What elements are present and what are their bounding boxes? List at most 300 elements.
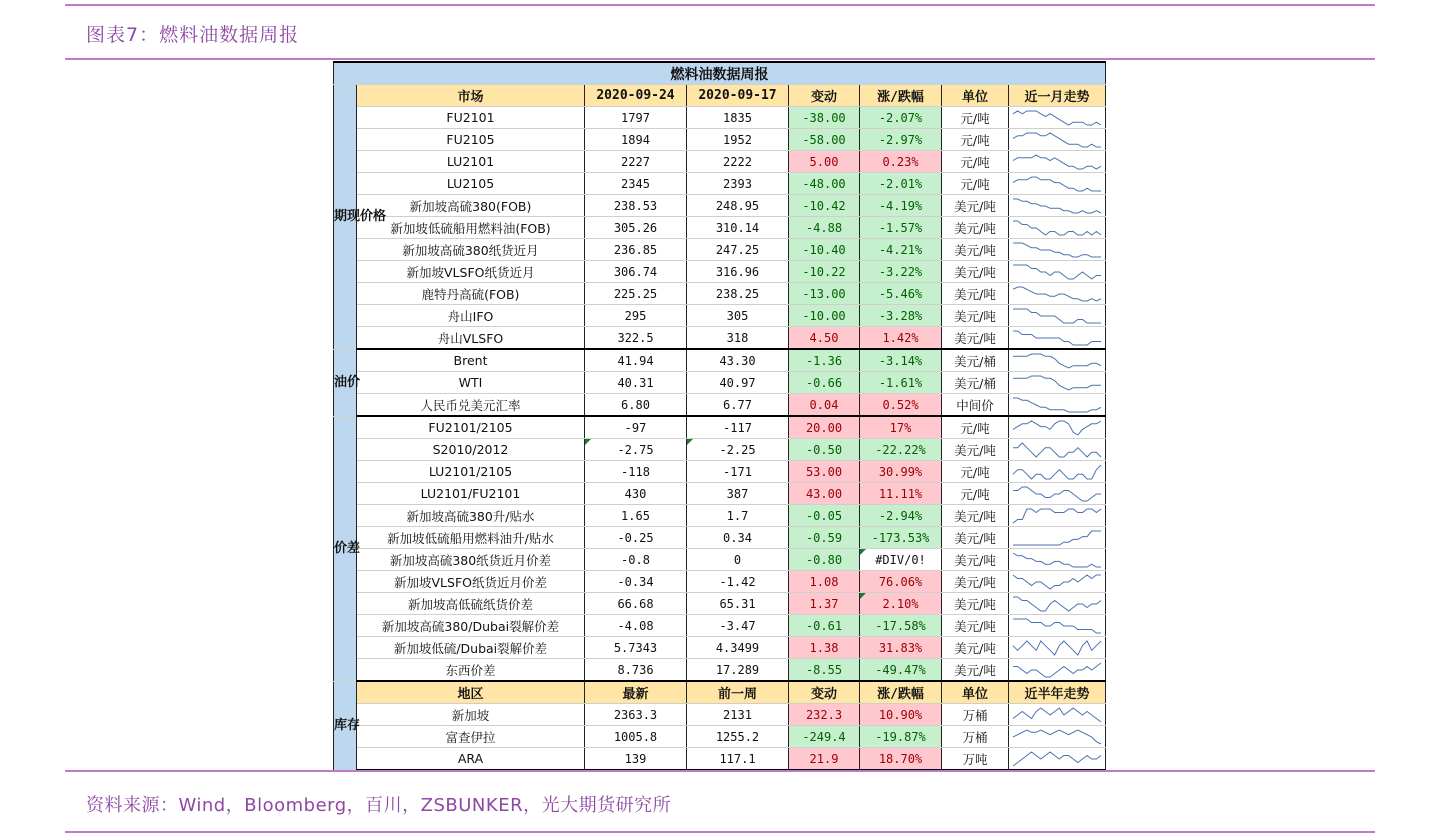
table-title-row [334, 62, 1106, 85]
change-value: 53.00 [789, 461, 860, 483]
previous-value: 65.31 [687, 593, 789, 615]
change-value: 20.00 [789, 416, 860, 439]
change-percent: -19.87% [860, 726, 942, 748]
header-unit: 单位 [942, 681, 1009, 704]
unit-label: 万吨 [942, 748, 1009, 771]
change-value: -48.00 [789, 173, 860, 195]
previous-value: 0.34 [687, 527, 789, 549]
sparkline-chart [1012, 617, 1102, 635]
unit-label: 中间价 [942, 394, 1009, 417]
unit-label: 美元/吨 [942, 527, 1009, 549]
table-row [334, 637, 1106, 659]
market-name: 新加坡低硫/Dubai裂解价差 [357, 637, 585, 659]
table-row [334, 305, 1106, 327]
table-row [334, 505, 1106, 527]
trend-sparkline [1009, 593, 1106, 615]
trend-sparkline [1009, 217, 1106, 239]
sparkline-path [1013, 221, 1101, 235]
change-percent: 0.23% [860, 151, 942, 173]
table-row [334, 151, 1106, 173]
change-percent: -2.97% [860, 129, 942, 151]
change-percent: -173.53% [860, 527, 942, 549]
current-value: 41.94 [585, 349, 687, 372]
market-name: 新加坡 [357, 704, 585, 726]
current-value: -4.08 [585, 615, 687, 637]
sparkline-path [1013, 309, 1101, 323]
market-name: Brent [357, 349, 585, 372]
unit-label: 美元/吨 [942, 195, 1009, 217]
table-row [334, 173, 1106, 195]
market-name: LU2101 [357, 151, 585, 173]
change-value: 21.9 [789, 748, 860, 771]
trend-sparkline [1009, 659, 1106, 682]
previous-value: 316.96 [687, 261, 789, 283]
change-percent: -3.14% [860, 349, 942, 372]
sparkline-chart [1012, 595, 1102, 613]
trend-sparkline [1009, 527, 1106, 549]
sparkline-chart [1012, 463, 1102, 481]
market-name: 新加坡VLSFO纸货近月价差 [357, 571, 585, 593]
sparkline-path [1013, 331, 1101, 345]
sparkline-chart [1012, 529, 1102, 547]
current-value: 1894 [585, 129, 687, 151]
sparkline-chart [1012, 441, 1102, 459]
previous-value: -3.47 [687, 615, 789, 637]
unit-label: 美元/吨 [942, 659, 1009, 682]
header-prev: 前一周 [687, 681, 789, 704]
change-percent: 0.52% [860, 394, 942, 417]
market-name: 新加坡VLSFO纸货近月 [357, 261, 585, 283]
change-value: -10.22 [789, 261, 860, 283]
previous-value: -2.25 [687, 439, 789, 461]
sparkline-path [1013, 708, 1101, 722]
change-value: -13.00 [789, 283, 860, 305]
header-trend: 近半年走势 [1009, 681, 1106, 704]
sparkline-chart [1012, 109, 1102, 127]
market-name: FU2101/2105 [357, 416, 585, 439]
change-value: 232.3 [789, 704, 860, 726]
unit-label: 美元/吨 [942, 305, 1009, 327]
market-name: WTI [357, 372, 585, 394]
sparkline-chart [1012, 661, 1102, 679]
trend-sparkline [1009, 549, 1106, 571]
header-region: 地区 [357, 681, 585, 704]
sparkline-chart [1012, 507, 1102, 525]
cell-flag-icon [687, 439, 693, 445]
change-value: 1.08 [789, 571, 860, 593]
current-value: -118 [585, 461, 687, 483]
unit-label: 美元/吨 [942, 439, 1009, 461]
change-value: -4.88 [789, 217, 860, 239]
title-underline-rule [65, 58, 1375, 60]
change-percent: -1.61% [860, 372, 942, 394]
change-percent: -4.21% [860, 239, 942, 261]
sparkline-chart [1012, 750, 1102, 768]
header-trend: 近一月走势 [1009, 85, 1106, 107]
market-name: 舟山VLSFO [357, 327, 585, 350]
current-value: 8.736 [585, 659, 687, 682]
market-name: 新加坡高硫380(FOB) [357, 195, 585, 217]
sparkline-chart [1012, 329, 1102, 347]
sparkline-path [1013, 641, 1101, 655]
table-row [334, 217, 1106, 239]
change-percent: 31.83% [860, 637, 942, 659]
table-row [334, 327, 1106, 350]
previous-value: 318 [687, 327, 789, 350]
current-value: 66.68 [585, 593, 687, 615]
cell-flag-icon [860, 549, 866, 555]
table-row [334, 483, 1106, 505]
top-rule [65, 4, 1375, 6]
market-name: FU2101 [357, 107, 585, 129]
previous-value: 2393 [687, 173, 789, 195]
market-name: 鹿特丹高硫(FOB) [357, 283, 585, 305]
change-value: -58.00 [789, 129, 860, 151]
previous-value: 387 [687, 483, 789, 505]
trend-sparkline [1009, 305, 1106, 327]
change-percent: 2.10% [860, 593, 942, 615]
trend-sparkline [1009, 283, 1106, 305]
table-row [334, 748, 1106, 771]
unit-label: 万桶 [942, 704, 1009, 726]
change-percent: 11.11% [860, 483, 942, 505]
current-value: 2227 [585, 151, 687, 173]
sparkline-path [1013, 133, 1101, 147]
sparkline-path [1013, 553, 1101, 567]
change-value: -0.50 [789, 439, 860, 461]
previous-value: -117 [687, 416, 789, 439]
current-value: 322.5 [585, 327, 687, 350]
change-percent: 17% [860, 416, 942, 439]
header-date1: 2020-09-24 [585, 85, 687, 107]
trend-sparkline [1009, 416, 1106, 439]
sparkline-path [1013, 575, 1101, 589]
header-change: 变动 [789, 85, 860, 107]
previous-value: 248.95 [687, 195, 789, 217]
change-percent: -4.19% [860, 195, 942, 217]
change-value: -10.42 [789, 195, 860, 217]
trend-sparkline [1009, 349, 1106, 372]
change-value: 0.04 [789, 394, 860, 417]
change-percent: 76.06% [860, 571, 942, 593]
header-pct: 涨/跌幅 [860, 85, 942, 107]
unit-label: 美元/吨 [942, 327, 1009, 350]
previous-value: 238.25 [687, 283, 789, 305]
current-value: 139 [585, 748, 687, 771]
trend-sparkline [1009, 327, 1106, 350]
sparkline-chart [1012, 352, 1102, 370]
table-row [334, 461, 1106, 483]
figure-title: 图表7：燃料油数据周报 [86, 24, 300, 46]
previous-value: 2222 [687, 151, 789, 173]
change-percent: 10.90% [860, 704, 942, 726]
unit-label: 元/吨 [942, 151, 1009, 173]
previous-value: 1.7 [687, 505, 789, 527]
change-value: 1.38 [789, 637, 860, 659]
change-value: -0.59 [789, 527, 860, 549]
sparkline-chart [1012, 131, 1102, 149]
fuel-oil-weekly-table [333, 61, 1106, 771]
trend-sparkline [1009, 483, 1106, 505]
inventory-header-row [334, 681, 1106, 704]
sparkline-path [1013, 354, 1101, 368]
previous-value: 4.3499 [687, 637, 789, 659]
current-value: 236.85 [585, 239, 687, 261]
change-percent: -3.28% [860, 305, 942, 327]
previous-value: 6.77 [687, 394, 789, 417]
market-name: 新加坡高硫380/Dubai裂解价差 [357, 615, 585, 637]
sparkline-path [1013, 111, 1101, 125]
market-name: 舟山IFO [357, 305, 585, 327]
table-row [334, 261, 1106, 283]
current-value: 1005.8 [585, 726, 687, 748]
change-value: 43.00 [789, 483, 860, 505]
table-row [334, 239, 1106, 261]
previous-value: 310.14 [687, 217, 789, 239]
sparkline-path [1013, 619, 1101, 633]
market-name: 新加坡低硫船用燃料油(FOB) [357, 217, 585, 239]
sparkline-chart [1012, 573, 1102, 591]
unit-label: 万桶 [942, 726, 1009, 748]
trend-sparkline [1009, 726, 1106, 748]
previous-value: 1952 [687, 129, 789, 151]
sparkline-path [1013, 663, 1101, 677]
table-row [334, 549, 1106, 571]
unit-label: 元/吨 [942, 129, 1009, 151]
sparkline-path [1013, 487, 1101, 501]
previous-value: 305 [687, 305, 789, 327]
change-percent: 1.42% [860, 327, 942, 350]
market-name: LU2101/FU2101 [357, 483, 585, 505]
change-value: -0.66 [789, 372, 860, 394]
change-percent: 30.99% [860, 461, 942, 483]
unit-label: 元/吨 [942, 483, 1009, 505]
market-name: 新加坡高硫380纸货近月价差 [357, 549, 585, 571]
section-label-inventory: 库存 [334, 681, 357, 770]
change-value: 4.50 [789, 327, 860, 350]
unit-label: 美元/桶 [942, 349, 1009, 372]
sparkline-path [1013, 376, 1101, 390]
change-value: -0.80 [789, 549, 860, 571]
sparkline-chart [1012, 175, 1102, 193]
current-value: -0.34 [585, 571, 687, 593]
change-percent: -5.46% [860, 283, 942, 305]
header-latest: 最新 [585, 681, 687, 704]
change-value: -0.05 [789, 505, 860, 527]
market-name: FU2105 [357, 129, 585, 151]
current-value: 2363.3 [585, 704, 687, 726]
sparkline-path [1013, 199, 1101, 213]
unit-label: 美元/吨 [942, 549, 1009, 571]
sparkline-chart [1012, 396, 1102, 414]
table-row [334, 416, 1106, 439]
current-value: 238.53 [585, 195, 687, 217]
table-row [334, 107, 1106, 129]
market-name: 富查伊拉 [357, 726, 585, 748]
change-value: 1.37 [789, 593, 860, 615]
trend-sparkline [1009, 107, 1106, 129]
bottom-rule [65, 770, 1375, 772]
trend-sparkline [1009, 261, 1106, 283]
change-value: -10.40 [789, 239, 860, 261]
table-row [334, 593, 1106, 615]
sparkline-chart [1012, 551, 1102, 569]
previous-value: 43.30 [687, 349, 789, 372]
trend-sparkline [1009, 151, 1106, 173]
market-name: LU2101/2105 [357, 461, 585, 483]
unit-label: 美元/桶 [942, 372, 1009, 394]
current-value: 306.74 [585, 261, 687, 283]
sparkline-path [1013, 421, 1101, 435]
cell-flag-icon [860, 593, 866, 599]
trend-sparkline [1009, 439, 1106, 461]
cell-flag-icon [585, 439, 591, 445]
change-percent: -49.47% [860, 659, 942, 682]
unit-label: 美元/吨 [942, 593, 1009, 615]
change-percent: -2.01% [860, 173, 942, 195]
unit-label: 美元/吨 [942, 615, 1009, 637]
sparkline-path [1013, 243, 1101, 257]
table-title: 燃料油数据周报 [334, 62, 1106, 85]
sparkline-chart [1012, 241, 1102, 259]
table-row [334, 571, 1106, 593]
trend-sparkline [1009, 615, 1106, 637]
unit-label: 美元/吨 [942, 637, 1009, 659]
unit-label: 元/吨 [942, 107, 1009, 129]
table-row [334, 283, 1106, 305]
trend-sparkline [1009, 505, 1106, 527]
unit-label: 元/吨 [942, 461, 1009, 483]
footer-rule [65, 831, 1375, 833]
current-value: 6.80 [585, 394, 687, 417]
table-row [334, 195, 1106, 217]
sparkline-chart [1012, 219, 1102, 237]
section-label: 价差 [334, 416, 357, 681]
market-name: 东西价差 [357, 659, 585, 682]
sparkline-chart [1012, 197, 1102, 215]
sparkline-chart [1012, 263, 1102, 281]
change-value: -249.4 [789, 726, 860, 748]
current-value: -97 [585, 416, 687, 439]
sparkline-chart [1012, 728, 1102, 746]
change-percent: -22.22% [860, 439, 942, 461]
trend-sparkline [1009, 173, 1106, 195]
table-row [334, 527, 1106, 549]
trend-sparkline [1009, 129, 1106, 151]
table-row [334, 372, 1106, 394]
sparkline-path [1013, 531, 1101, 545]
unit-label: 美元/吨 [942, 261, 1009, 283]
market-name: S2010/2012 [357, 439, 585, 461]
change-value: -8.55 [789, 659, 860, 682]
sparkline-chart [1012, 285, 1102, 303]
unit-label: 元/吨 [942, 416, 1009, 439]
trend-sparkline [1009, 748, 1106, 771]
change-percent: -2.94% [860, 505, 942, 527]
sparkline-path [1013, 465, 1101, 479]
previous-value: 1835 [687, 107, 789, 129]
sparkline-path [1013, 265, 1101, 279]
sparkline-path [1013, 509, 1101, 523]
unit-label: 美元/吨 [942, 217, 1009, 239]
unit-label: 元/吨 [942, 173, 1009, 195]
current-value: -0.8 [585, 549, 687, 571]
current-value: 40.31 [585, 372, 687, 394]
header-change: 变动 [789, 681, 860, 704]
unit-label: 美元/吨 [942, 571, 1009, 593]
source-note: 资料来源：Wind，Bloomberg，百川，ZSBUNKER，光大期货研究所 [86, 795, 672, 816]
current-value: -2.75 [585, 439, 687, 461]
current-value: 225.25 [585, 283, 687, 305]
sparkline-path [1013, 287, 1101, 301]
change-percent: -2.07% [860, 107, 942, 129]
sparkline-chart [1012, 307, 1102, 325]
header-date2: 2020-09-17 [687, 85, 789, 107]
current-value: -0.25 [585, 527, 687, 549]
current-value: 430 [585, 483, 687, 505]
section-label: 油价 [334, 349, 357, 416]
trend-sparkline [1009, 571, 1106, 593]
change-percent: #DIV/0! [860, 549, 942, 571]
trend-sparkline [1009, 394, 1106, 417]
market-name: 新加坡高硫380纸货近月 [357, 239, 585, 261]
change-percent: -1.57% [860, 217, 942, 239]
market-name: 人民币兑美元汇率 [357, 394, 585, 417]
previous-value: 2131 [687, 704, 789, 726]
current-value: 2345 [585, 173, 687, 195]
change-value: -38.00 [789, 107, 860, 129]
header-pct: 涨/跌幅 [860, 681, 942, 704]
current-value: 295 [585, 305, 687, 327]
header-unit: 单位 [942, 85, 1009, 107]
previous-value: -1.42 [687, 571, 789, 593]
previous-value: 17.289 [687, 659, 789, 682]
trend-sparkline [1009, 461, 1106, 483]
sparkline-path [1013, 443, 1101, 457]
sparkline-chart [1012, 153, 1102, 171]
sparkline-path [1013, 752, 1101, 766]
table-row [334, 129, 1106, 151]
current-value: 305.26 [585, 217, 687, 239]
previous-value: 117.1 [687, 748, 789, 771]
sparkline-path [1013, 177, 1101, 191]
change-value: -10.00 [789, 305, 860, 327]
sparkline-path [1013, 155, 1101, 169]
trend-sparkline [1009, 637, 1106, 659]
market-name: ARA [357, 748, 585, 771]
sparkline-chart [1012, 419, 1102, 437]
trend-sparkline [1009, 372, 1106, 394]
current-value: 5.7343 [585, 637, 687, 659]
table-row [334, 349, 1106, 372]
change-percent: -3.22% [860, 261, 942, 283]
table-row [334, 704, 1106, 726]
unit-label: 美元/吨 [942, 239, 1009, 261]
sparkline-chart [1012, 374, 1102, 392]
trend-sparkline [1009, 704, 1106, 726]
previous-value: 1255.2 [687, 726, 789, 748]
sparkline-path [1013, 398, 1101, 412]
market-name: LU2105 [357, 173, 585, 195]
market-name: 新加坡高硫380升/贴水 [357, 505, 585, 527]
trend-sparkline [1009, 195, 1106, 217]
previous-value: -171 [687, 461, 789, 483]
change-value: -1.36 [789, 349, 860, 372]
sparkline-path [1013, 730, 1101, 744]
market-name: 新加坡低硫船用燃料油升/贴水 [357, 527, 585, 549]
section-label-spot-futures: 期现价格 [334, 85, 357, 350]
current-value: 1797 [585, 107, 687, 129]
